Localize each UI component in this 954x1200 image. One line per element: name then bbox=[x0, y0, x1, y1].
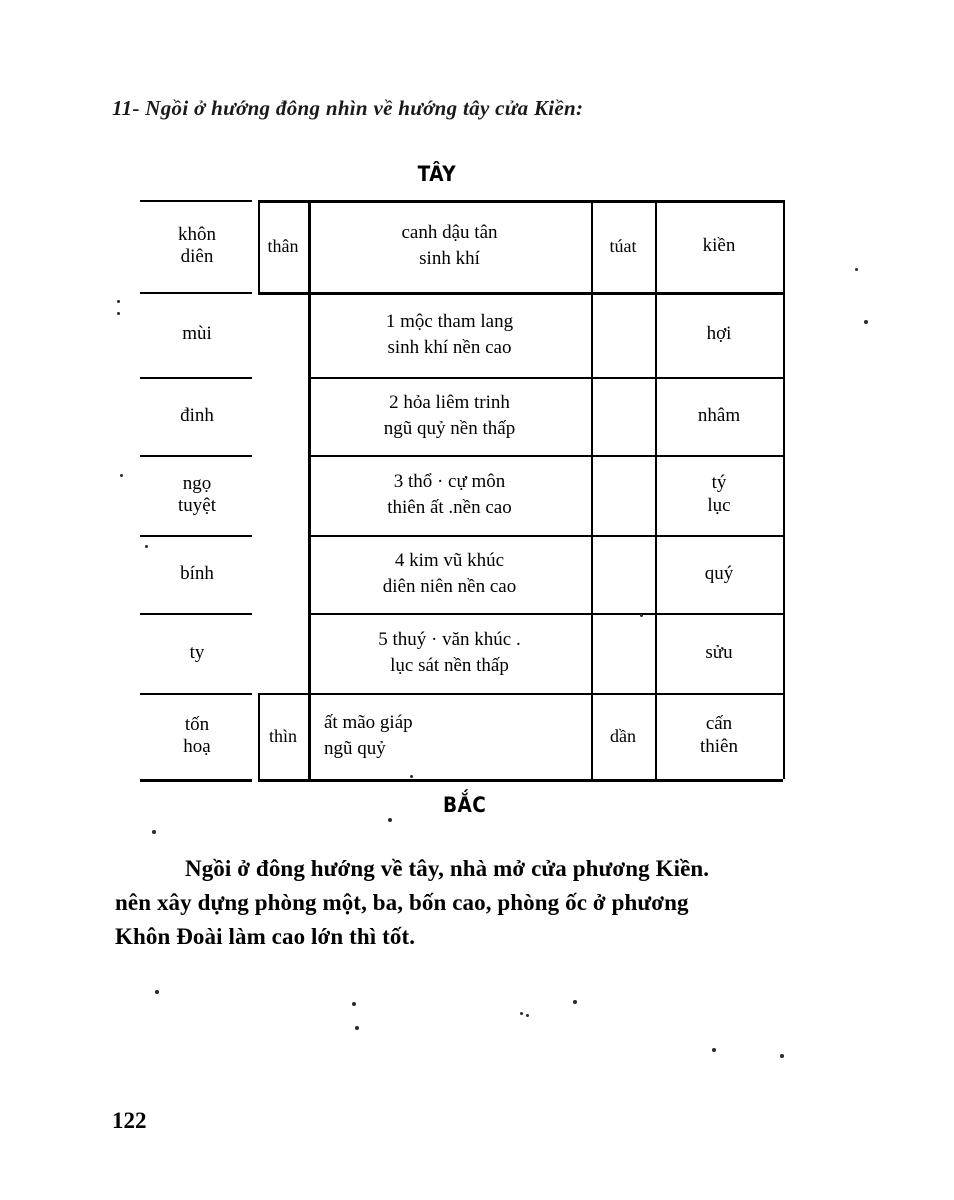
cell-text-line: 1 mộc tham lang bbox=[385, 310, 514, 332]
bagua-direction-table bbox=[138, 200, 783, 760]
body-paragraph bbox=[115, 852, 815, 954]
paragraph-line: Ngồi ở đông hướng về tây, nhà mở cửa phương Kiền. bbox=[185, 856, 710, 881]
table-cell-branch bbox=[258, 292, 308, 377]
row-rule-left bbox=[140, 200, 252, 202]
cell-text-line: hợi bbox=[706, 323, 732, 345]
cell-text-line: canh dậu tân bbox=[401, 222, 498, 244]
cell-text-line: tốn bbox=[184, 713, 210, 735]
table-hline bbox=[258, 693, 783, 695]
scan-speck bbox=[573, 1000, 577, 1004]
table-cell-branch bbox=[258, 535, 308, 613]
table-cell-main bbox=[308, 292, 591, 377]
cell-text-line: 5 thuý · văn khúc . bbox=[378, 629, 521, 651]
cell-text-line: khôn bbox=[178, 223, 216, 245]
table-cell-branch-right bbox=[591, 292, 655, 377]
cell-text-line: diên bbox=[180, 246, 214, 267]
row-rule-left bbox=[140, 693, 252, 695]
table-cell-branch-right bbox=[591, 377, 655, 455]
row-rule-left bbox=[140, 779, 252, 782]
table-hline bbox=[308, 455, 783, 457]
table-cell-main bbox=[308, 377, 591, 455]
page-number: 122 bbox=[112, 1108, 147, 1133]
table-cell-trigram bbox=[655, 535, 783, 613]
table-cell-direction-label bbox=[138, 455, 256, 535]
cell-text-line: tý bbox=[711, 472, 727, 494]
cell-text-line: 4 kim vũ khúc bbox=[394, 550, 505, 572]
cell-text-line: ất mão giáp bbox=[324, 712, 413, 734]
table-cell-trigram bbox=[655, 377, 783, 455]
scan-speck bbox=[152, 830, 156, 834]
table-cell-main bbox=[308, 535, 591, 613]
table-row bbox=[138, 455, 783, 535]
table-vline-branch bbox=[258, 693, 260, 779]
scan-speck bbox=[352, 1002, 356, 1006]
cell-text-line: 2 hỏa liêm trinh bbox=[389, 392, 510, 414]
cell-text-line: túat bbox=[609, 235, 637, 256]
scan-speck bbox=[855, 268, 858, 271]
table-cell-direction-label bbox=[138, 377, 256, 455]
table-cell-branch bbox=[258, 613, 308, 693]
cell-text-line: ngũ quỷ nền thấp bbox=[383, 418, 516, 439]
scan-speck bbox=[640, 614, 643, 617]
row-rule-left bbox=[140, 292, 252, 294]
scan-speck bbox=[712, 1048, 716, 1052]
table-row bbox=[138, 292, 783, 377]
cell-text-line: dần bbox=[610, 725, 636, 746]
table-hline bbox=[308, 377, 783, 379]
paragraph-line: nên xây dựng phòng một, ba, bốn cao, phòng ốc ở phương bbox=[115, 890, 689, 915]
cell-text-line: cấn bbox=[705, 713, 733, 735]
scan-speck bbox=[117, 312, 120, 315]
paragraph-line: Khôn Đoài làm cao lớn thì tốt. bbox=[115, 924, 416, 949]
table-cell-direction-label bbox=[138, 292, 256, 377]
direction-label-north: BẮC bbox=[442, 793, 487, 817]
cell-text-line: thìn bbox=[268, 725, 297, 746]
scan-speck bbox=[117, 300, 120, 303]
table-cell-main bbox=[308, 613, 591, 693]
table-cell-branch-right bbox=[591, 613, 655, 693]
cell-text-line: nhâm bbox=[697, 404, 741, 426]
table-cell-branch-right bbox=[591, 200, 655, 292]
table-cell-branch-right bbox=[591, 535, 655, 613]
table-row bbox=[138, 200, 783, 292]
table-cell-main bbox=[308, 455, 591, 535]
cell-text-line: quý bbox=[704, 562, 734, 584]
cell-text-line: thân bbox=[267, 235, 299, 256]
table-cell-trigram bbox=[655, 200, 783, 292]
row-rule-left bbox=[140, 377, 252, 379]
table-vline-main-right bbox=[591, 200, 593, 779]
table-row bbox=[138, 693, 783, 779]
scan-speck bbox=[520, 1012, 523, 1015]
direction-label-west: TÂY bbox=[417, 162, 457, 186]
table-vline-branch bbox=[258, 200, 260, 292]
cell-text-line: ngọ bbox=[182, 472, 212, 494]
table-hline bbox=[258, 779, 783, 782]
table-cell-branch-right bbox=[591, 693, 655, 779]
scan-speck bbox=[145, 545, 148, 548]
table-cell-direction-label bbox=[138, 200, 256, 292]
scan-speck bbox=[780, 1054, 784, 1058]
cell-text-line: 3 thổ · cự môn bbox=[393, 471, 506, 493]
table-hline bbox=[308, 535, 783, 537]
table-vline-outer-right bbox=[783, 200, 785, 779]
scan-speck bbox=[120, 474, 123, 477]
table-hline bbox=[308, 613, 783, 615]
cell-text-line: bính bbox=[180, 562, 214, 584]
table-vline-right-col bbox=[655, 200, 657, 779]
section-heading: 11- Ngồi ở hướng đông nhìn về hướng tây cửa Kiền: bbox=[112, 96, 584, 120]
cell-text-line: sinh khí bbox=[419, 248, 480, 269]
table-cell-trigram bbox=[655, 292, 783, 377]
scan-speck bbox=[526, 1014, 529, 1017]
scan-speck bbox=[388, 818, 392, 822]
cell-text-line: thiên ất .nền cao bbox=[387, 497, 512, 518]
table-cell-branch bbox=[258, 200, 308, 292]
scan-speck bbox=[155, 990, 159, 994]
table-hline bbox=[258, 292, 783, 295]
cell-text-line: hoạ bbox=[183, 736, 211, 757]
table-cell-main bbox=[308, 693, 591, 779]
table-cell-main bbox=[308, 200, 591, 292]
cell-text-line: kiền bbox=[702, 234, 736, 256]
table-row bbox=[138, 535, 783, 613]
row-rule-left bbox=[140, 613, 252, 615]
table-cell-trigram bbox=[655, 693, 783, 779]
scan-speck bbox=[864, 320, 868, 324]
table-cell-trigram bbox=[655, 455, 783, 535]
cell-text-line: ngũ quỷ bbox=[324, 738, 386, 759]
cell-text-line: tuyệt bbox=[178, 495, 216, 516]
cell-text-line: đinh bbox=[180, 404, 214, 426]
row-rule-left bbox=[140, 455, 252, 457]
table-cell-direction-label bbox=[138, 613, 256, 693]
cell-text-line: thiên bbox=[700, 736, 738, 757]
table-row bbox=[138, 377, 783, 455]
table-row bbox=[138, 613, 783, 693]
cell-text-line: sửu bbox=[705, 641, 733, 663]
table-cell-branch bbox=[258, 693, 308, 779]
table-cell-trigram bbox=[655, 613, 783, 693]
table-cell-direction-label bbox=[138, 693, 256, 779]
table-vline-main-left bbox=[308, 200, 311, 779]
scan-speck bbox=[410, 775, 413, 778]
table-cell-direction-label bbox=[138, 535, 256, 613]
cell-text-line: diên niên nền cao bbox=[382, 576, 517, 597]
scan-speck bbox=[355, 1026, 359, 1030]
cell-text-line: ty bbox=[189, 641, 205, 663]
cell-text-line: mùi bbox=[182, 323, 212, 345]
cell-text-line: sinh khí nền cao bbox=[387, 336, 512, 358]
cell-text-line: lục sát nền thấp bbox=[390, 655, 509, 676]
row-rule-left bbox=[140, 535, 252, 537]
table-hline bbox=[258, 200, 783, 203]
cell-text-line: lục bbox=[707, 495, 731, 516]
table-cell-branch bbox=[258, 377, 308, 455]
table-cell-branch bbox=[258, 455, 308, 535]
table-cell-branch-right bbox=[591, 455, 655, 535]
